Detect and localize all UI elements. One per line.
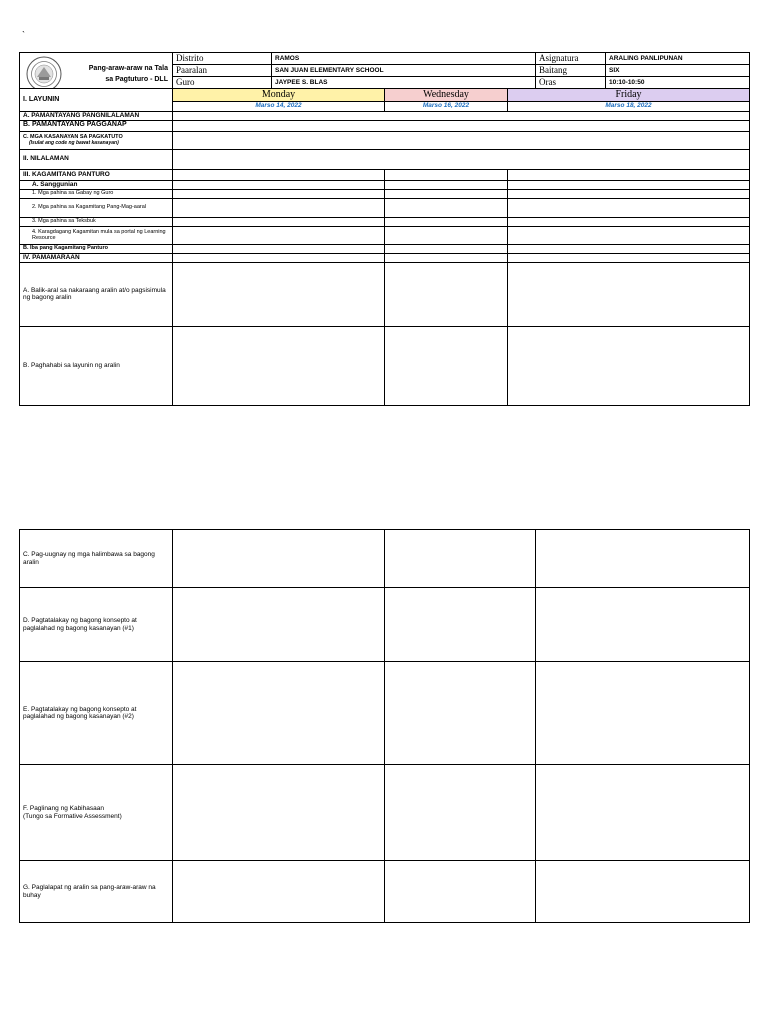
s4-monday [173,226,385,244]
s2-wednesday [385,198,508,217]
s1-wednesday [385,189,508,198]
layunin-label: I. LAYUNIN [20,89,173,112]
pC-monday [173,530,385,588]
sanggunian-monday [173,180,385,189]
date-wednesday: Marso 16, 2022 [385,101,508,111]
pA-label: A. Balik-aral sa nakaraang aralin at/o pagsisimula ng bagong aralin [20,262,173,326]
s2-label: 2. Mga pahina sa Kagamitang Pang-Mag-aaral [20,198,173,217]
pamamaraan-label: IV. PAMAMARAAN [20,253,173,262]
distrito-value: RAMOS [272,53,536,65]
date-monday: Marso 14, 2022 [173,101,385,111]
pG-monday [173,861,385,923]
sanggunian-label: A. Sanggunian [20,180,173,189]
stray-mark: ` [22,30,25,40]
pD-wednesday [385,588,536,662]
s2-monday [173,198,385,217]
oras-label: Oras [536,77,606,89]
s4-wednesday [385,226,508,244]
pF-friday [536,765,750,861]
kasanayan-cell [173,131,750,149]
oras-value: 10:10-10:50 [606,77,750,89]
kagamitan-label: III. KAGAMITANG PANTURO [20,169,173,180]
deped-seal-icon [26,56,62,89]
pA-monday [173,262,385,326]
pF-title: F. Paglinang ng Kabihasaan [23,805,104,813]
day-wednesday: Wednesday [385,89,508,102]
day-monday: Monday [173,89,385,102]
sanggunian-wednesday [385,180,508,189]
paaralan-label: Paaralan [173,65,272,77]
iba-monday [173,244,385,253]
paaralan-value: SAN JUAN ELEMENTARY SCHOOL [272,65,536,77]
kasanayan-label [20,131,173,149]
s3-label: 3. Mga pahina sa Teksbuk [20,217,173,226]
kasanayan-note: (Isulat ang code ng bawat kasanayan) [29,139,119,146]
pF-monday [173,765,385,861]
pB-friday [508,326,750,405]
date-friday: Marso 18, 2022 [508,101,750,111]
pE-monday [173,662,385,765]
kagamitan-monday [173,169,385,180]
pamamaraan-wednesday [385,253,508,262]
header-logo-cell [20,53,173,89]
distrito-label: Distrito [173,53,272,65]
pD-friday [536,588,750,662]
pangnilalaman-cell [173,111,750,120]
pE-wednesday [385,662,536,765]
pF-subtitle: (Tungo sa Formative Assessment) [23,812,122,820]
iba-friday [508,244,750,253]
s2-friday [508,198,750,217]
s3-wednesday [385,217,508,226]
pG-friday [536,861,750,923]
s3-monday [173,217,385,226]
pD-label: D. Pagtatalakay ng bagong konsepto at paglalahad ng bagong kasanayan (#1) [20,588,173,662]
pA-friday [508,262,750,326]
pF-label [20,765,173,861]
pE-friday [536,662,750,765]
pF-wednesday [385,765,536,861]
s1-friday [508,189,750,198]
s3-friday [508,217,750,226]
kagamitan-friday [508,169,750,180]
school-form-title [70,64,168,85]
asignatura-value: ARALING PANLIPUNAN [606,53,750,65]
s4-friday [508,226,750,244]
title-line-2: sa Pagtuturo - DLL [105,75,168,83]
dll-table-page1 [19,52,750,406]
pagganap-label: B. PAMANTAYANG PAGGANAP [20,120,173,131]
pA-wednesday [385,262,508,326]
nilalaman-label: II. NILALAMAN [20,149,173,169]
pagganap-cell [173,120,750,131]
s1-monday [173,189,385,198]
pB-label: B. Paghahabi sa layunin ng aralin [20,326,173,405]
kasanayan-title: C. MGA KASANAYAN SA PAGKATUTO [23,134,123,141]
title-line-1: Pang-araw-araw na Tala [88,65,168,72]
sanggunian-friday [508,180,750,189]
pamamaraan-friday [508,253,750,262]
pD-monday [173,588,385,662]
iba-wednesday [385,244,508,253]
baitang-value: SIX [606,65,750,77]
guro-label: Guro [173,77,272,89]
pB-monday [173,326,385,405]
dll-table-page2 [19,529,750,923]
pG-wednesday [385,861,536,923]
pangnilalaman-label: A. PAMANTAYANG PANGNILALAMAN [20,111,173,120]
pE-label: E. Pagtatalakay ng bagong konsepto at paglalahad ng bagong kasanayan (#2) [20,662,173,765]
pC-label: C. Pag-uugnay ng mga halimbawa sa bagong aralin [20,530,173,588]
asignatura-label: Asignatura [536,53,606,65]
kagamitan-wednesday [385,169,508,180]
pG-label: G. Paglalapat ng aralin sa pang-araw-araw na buhay [20,861,173,923]
s1-label: 1. Mga pahina sa Gabay ng Guro [20,189,173,198]
pB-wednesday [385,326,508,405]
guro-value: JAYPEE S. BLAS [272,77,536,89]
nilalaman-cell [173,149,750,169]
iba-label: B. Iba pang Kagamitang Panturo [20,244,173,253]
pamamaraan-monday [173,253,385,262]
s4-label: 4. Karagdagang Kagamitan mula sa portal ng Learning Resource [20,226,173,244]
baitang-label: Baitang [536,65,606,77]
day-friday: Friday [508,89,750,102]
pC-friday [536,530,750,588]
pC-wednesday [385,530,536,588]
